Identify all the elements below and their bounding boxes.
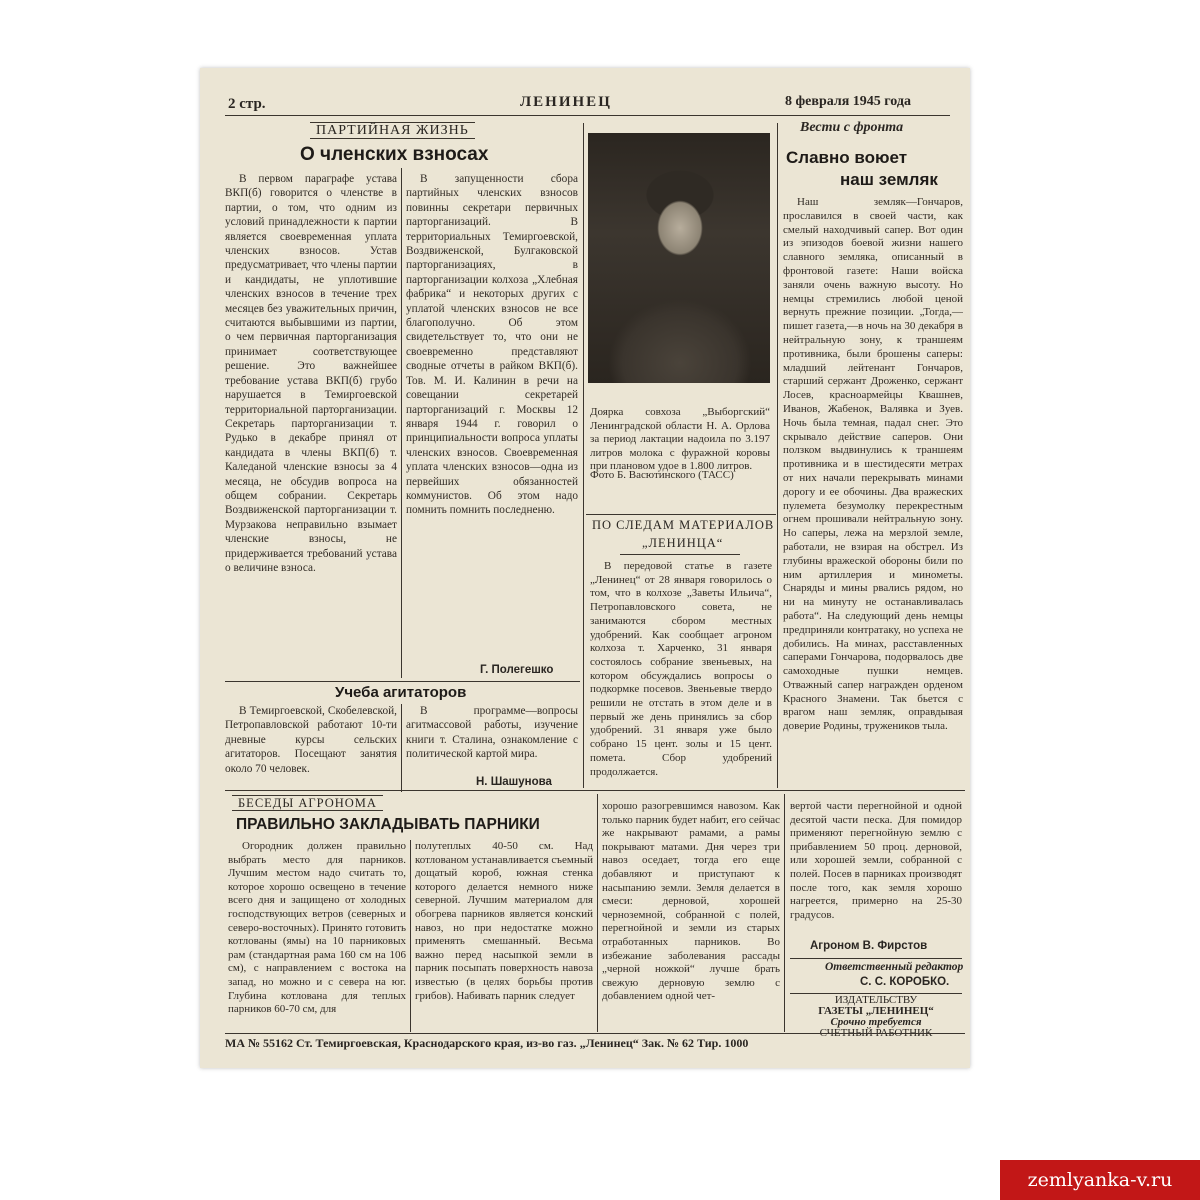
article-rule: [586, 514, 776, 515]
article2-column1: В Темиргоевской, Скобелевской, Петропавловской работают 10-ти дневные курсы сельских агитаторов. Посещают занятия около 70 человек.: [225, 705, 397, 775]
article5-column3: хорошо разогревшимся навозом. Как только парник будет набит, его сейчас же накрывают рамами, а рамы покрывают матами. Дня через три навоз оседает, тогда его еще добавляют и приступают к насыпанию земли. Земля делается в смеси: дерновой, хорошей черноземной, собранной с полей, перегнойной и земли из старых отработанных парников. Во избежание заболевания рассады „черной ножкой“ лучше брать свежую дерновую землю с добавлением одной чет-: [602, 800, 780, 1003]
ad-line4: СЧЕТНЫЙ РАБОТНИК: [819, 1027, 933, 1039]
issue-date: 8 февраля 1945 года: [785, 94, 911, 109]
column-rule: [777, 123, 778, 788]
article4-body: Наш земляк—Гончаров, прославился в своей части, как смелый находчивый сапер. Вот один из эпизодов боевой жизни нашего славного земляка, описанный в фронтовой газете: Наши войска заняли очень важную высоту. Но немцы стремились любой ценой вернуть прежние позиции. „Тогда,—пишет газета,—в ночь на 30 декабря в нейтральную зону, к траншеям противника, были брошены саперы: младший лейтенант Гончаров, старший сержант Дроженко, сержант Лосев, красноармейцы Квашнев, Иванов, Жабенок, Валявка и Зуев. Ночь была темная, падал снег. Это скрывало действие саперов. Они ползком выдвинулись к траншеям противника и в шестидесяти метрах от них начали перекрывать минами дорогу и ее обочины. Два вражеских пулемета безумолку перекрестным огнем прошивали нейтральную зону. Но саперы, лежа на мерзлой земле, работали, не взирая на обстрел. Из глубины вражеской обороны били по ним артиллерия и минометы. Снаряды и мины рвались рядом, но ни на минуту не останавливалась работа“. На следующий день немцы предприняли контратаку, но успеха не добились. На минах, расставленных саперами Гончарова, подорвалось две самоходные пушки немцев. Отважный сапер награжден орденом Красного Знамени. Так бьется с врагом наш земляк, оправдывая доверие Родины, тружеников тыла.: [783, 196, 963, 733]
article2-column2: В программе—вопросы агитмассовой работы, изучение книги т. Сталина, ознакомление с политической картой мира.: [406, 705, 578, 761]
article4-rubric: Вести с фронта: [800, 120, 904, 135]
article3-rubric: ПО СЛЕДАМ МАТЕРИАЛОВ: [592, 518, 775, 532]
article5-column1: Огородник должен правильно выбрать место для парников. Лучшим местом надо считать то, которое хорошо освещено в течение всего дня и защищено от холодных господствующих ветров (северных и северо-восточных). Принято готовить котлованы (ямы) на 10 парниковых рам (стандартная рама 160 см на 106 см), с направлением с востока на запад, но можно и с севера на юг. Глубина котлована для теплых парников 60-70 см, для: [228, 840, 406, 1016]
ad-line1: ИЗДАТЕЛЬСТВУ: [834, 994, 918, 1006]
photo-caption: Доярка совхоза „Выборгский“ Ленинградской области Н. А. Орлова за период лактации надоила по 3.197 литров молока с фуражной коровы при плановом удое в 1.800 литров.: [590, 406, 770, 472]
article1-title: О членских взносах: [300, 144, 489, 165]
photo-credit: Фото Б. Васютинского (ТАСС): [590, 469, 734, 481]
column-rule: [401, 704, 402, 792]
article1-column1: В первом параграфе устава ВКП(б) говорится о членстве в партии, о том, что одним из условий принадлежности к партии является своевременная уплата членских взносов. Устав предусматривает, что члены партии и кандидаты, не уплотившие членских взносов в течение трех месяцев без уважительных причин, считаются выбывшими из партии, о чем первичная парторганизация принимает соответствующее решение. Это важнейшее требование устава ВКП(б) грубо нарушается в Темиргоевской территориальной парторганизации. Секретарь парторганизации т. Рудько в декабре принял от кандидата в члены ВКП(б) т. Каледаной членские взносы за 4 месяца, не обсудив вопроса на общем собрании. Секретарь Воздвиженской парторганизации т. Мурзакова неправильно взымает членские взносы, не придерживается требований устава о величине взноса.: [225, 173, 397, 574]
article4-title-line1: Славно воюет: [786, 148, 908, 167]
watermark-badge: zemlyanka-v.ru: [1000, 1160, 1200, 1200]
newspaper-name: ЛЕНИНЕЦ: [520, 94, 612, 110]
article5-signature: Агроном В. Фирстов: [810, 940, 928, 952]
article1-rubric: ПАРТИЙНАЯ ЖИЗНЬ: [310, 123, 475, 139]
ad-line3: Срочно требуется: [830, 1016, 922, 1028]
article3-rubric-sub: „ЛЕНИНЦА“: [642, 536, 724, 550]
newspaper-page: [200, 68, 970, 1068]
column-rule: [401, 168, 402, 678]
column-rule: [784, 794, 785, 1032]
editor-label: Ответственный редактор: [825, 961, 964, 973]
page-number: 2 стр.: [228, 96, 266, 112]
portrait-photo: [588, 133, 770, 383]
article5-rubric: БЕСЕДЫ АГРОНОМА: [232, 796, 383, 811]
article5-title: ПРАВИЛЬНО ЗАКЛАДЫВАТЬ ПАРНИКИ: [236, 816, 540, 833]
editor-rule: [790, 958, 962, 959]
section-rule: [225, 790, 965, 791]
rubric-underline: [620, 554, 740, 555]
ad-line2: ГАЗЕТЫ „ЛЕНИНЕЦ“: [818, 1005, 934, 1017]
article1-column2: В запущенности сбора партийных членских взносов повинны секретари первичных парторганизаций. В территориальных Темиргоевской, Воздвиженской, Булгаковской парторганизациях, в парторганизации колхоза „Хлебная фабрика“ и некоторых других с уплатой членских взносов не все благополучно. Об этом свидетельствует то, что они не своевременно представляют сводные отчеты в райком ВКП(б). Тов. М. И. Калинин в речи на совещании секретарей парторганизаций г. Москвы 12 января 1944 г. говорил о принципиальности вопроса уплаты членских взносов. Своевременная уплата членских взносов—одна из первейших обязанностей коммунистов. Об этом надо помнить помнить последненю.: [406, 173, 578, 517]
column-rule: [597, 794, 598, 1032]
article2-title: Учеба агитаторов: [335, 684, 467, 701]
article4-title-line2: наш земляк: [840, 170, 938, 189]
article5-column2: полутеплых 40-50 см. Над котлованом устанавливается съемный дощатый короб, южная стенка которого делается немного ниже северной. Лучшим материалом для обогрева парников является конский навоз, но при недостатке можно применять смешанный. Весьма важно перед насыпкой земли в парник посыпать поверхность навоза известью (в целях борьбы против грибов). Набивать парник следует: [415, 840, 593, 1002]
article-rule: [225, 681, 580, 682]
column-rule: [410, 840, 411, 1032]
article5-column4: вертой части перегнойной и одной десятой части песка. Для помидор применяют перегнойную землю с прибавлением 50 проц. дерновой, или хорошей земли, собранной с полей. Посев в парниках производят после того, как земля хорошо нагреется, примерно на 25-30 градусов.: [790, 800, 962, 921]
article1-signature: Г. Полегешко: [480, 664, 554, 676]
footer-rule: [225, 1033, 965, 1034]
header-rule: [225, 115, 950, 116]
editor-name: С. С. КОРОБКО.: [860, 976, 950, 988]
column-rule: [583, 123, 584, 788]
article2-signature: Н. Шашунова: [476, 776, 552, 788]
imprint-footer: МА № 55162 Ст. Темиргоевская, Краснодарского края, из-во газ. „Ленинец“ Зак. № 62 Тир. 1000: [225, 1036, 749, 1050]
article3-body: В передовой статье в газете „Ленинец“ от 28 января говорилось о том, что в колхозе „Заветы Ильича“, Петропавловского совета, не занимаются сбором местных удобрений. Как сообщает агроном колхоза т. Харченко, 31 января состоялось собрание звеньевых, на котором обсуждались вопросы о подкормке посевов. Звеньевые твердо решили не отстать в этом деле и в первый же день принялись за сбор удобрений. 31 января уже было собрано 15 цент. золы и 15 цент. помета. Сбор удобрений продолжается.: [590, 560, 772, 778]
